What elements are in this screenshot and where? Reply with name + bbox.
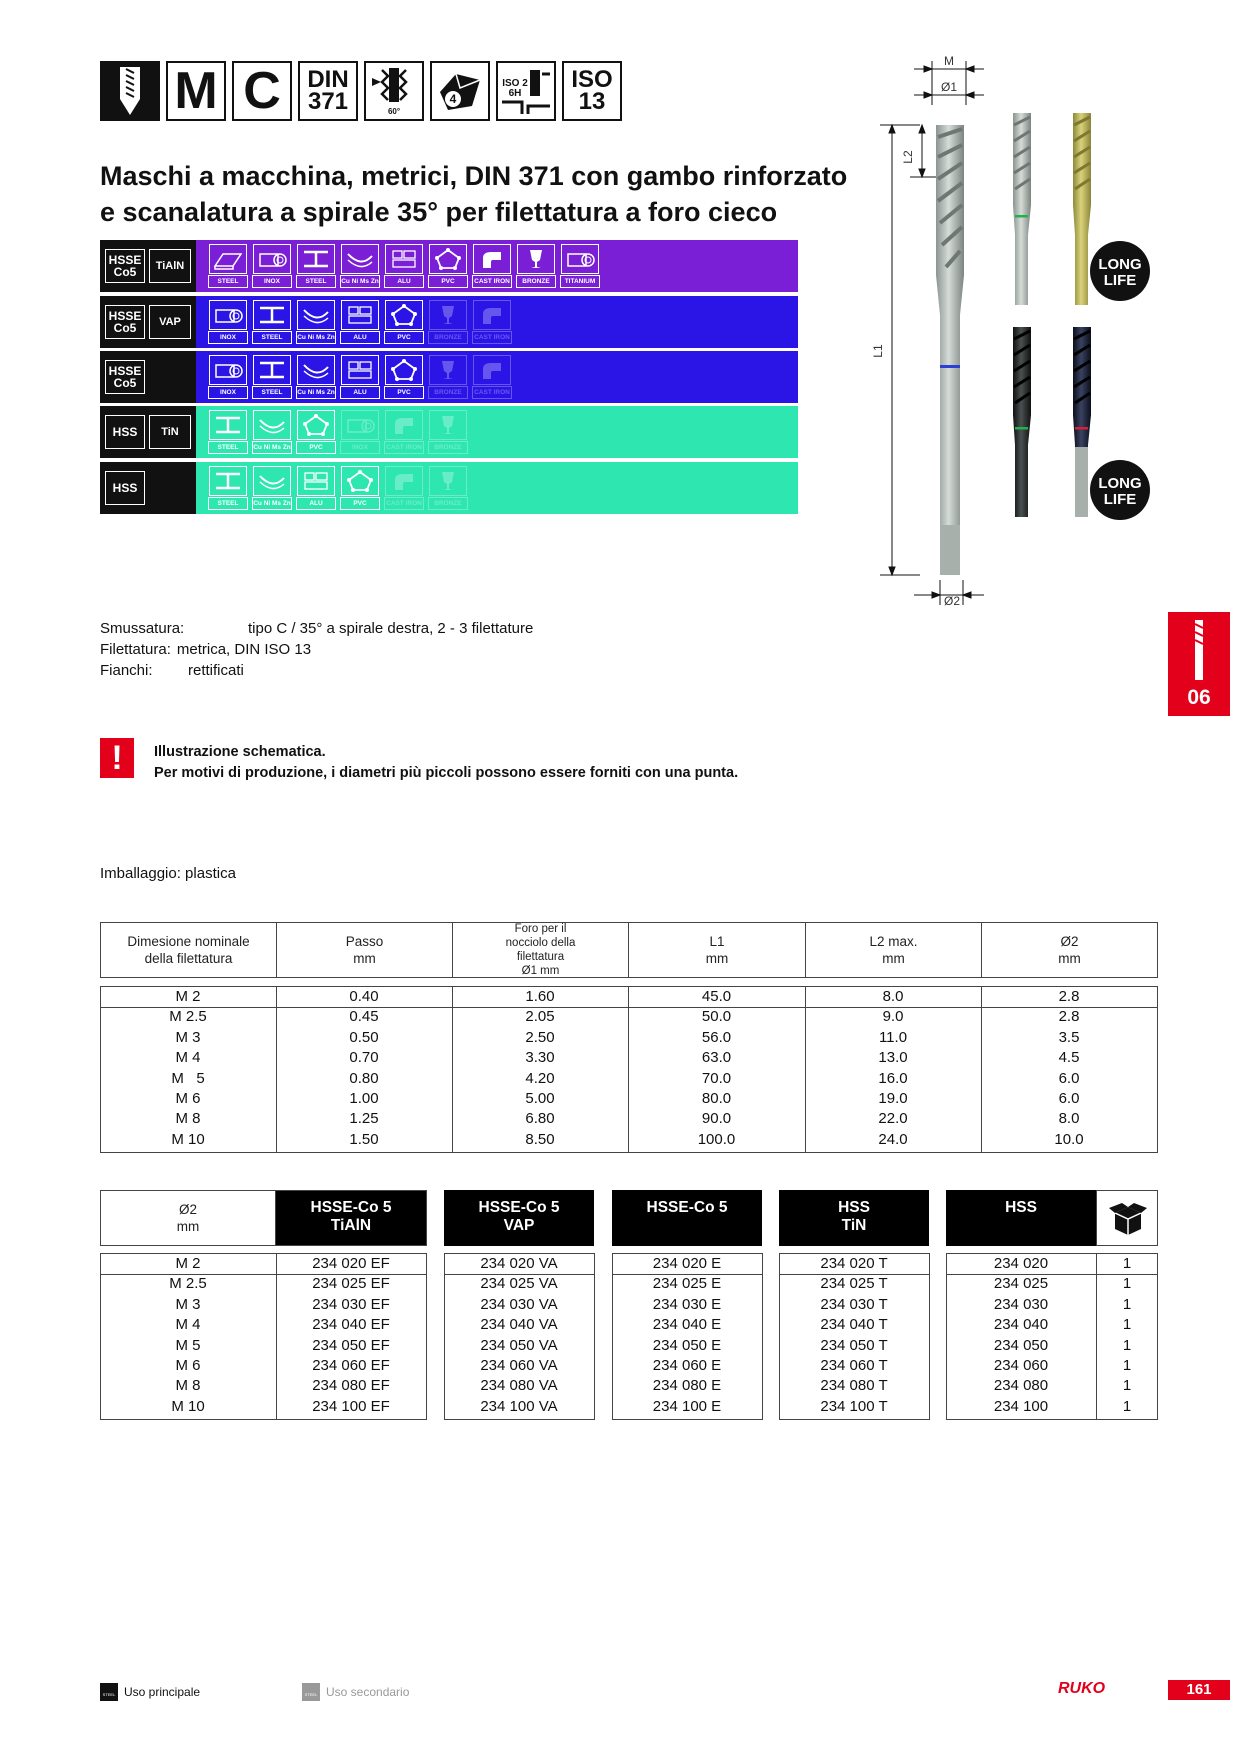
specs-block	[100, 618, 800, 681]
table1-cell: 70.0	[701, 1069, 732, 1087]
table1-cell: 45.0	[701, 988, 732, 1005]
badge-line-1: LONG	[1098, 256, 1142, 273]
material-ibeam-icon: STEEL	[208, 409, 248, 455]
table2-article-cell: 234 025	[993, 1275, 1049, 1293]
table1-cell: 9.0	[882, 1008, 904, 1026]
tolerance-label: 6H	[508, 88, 522, 99]
table2-article-cell: 234 050 E	[652, 1336, 722, 1354]
warning-icon: !	[100, 738, 134, 778]
material-pipe-icon: CAST IRON	[472, 299, 512, 345]
badge-line-2: LIFE	[1103, 272, 1137, 289]
brand-logo: RUKO	[1058, 1680, 1106, 1697]
material-ibeam-icon: STEEL	[296, 243, 336, 289]
material-icons	[208, 409, 468, 455]
table2-article-cell: 234 050 VA	[480, 1336, 558, 1354]
material-profile-icon: ALU	[340, 354, 380, 400]
footer-primary: STEEL Uso principale	[100, 1683, 200, 1701]
table1-cell: 1.60	[525, 988, 555, 1005]
table2-article-cell: 234 100 E	[652, 1397, 722, 1415]
material-cup-icon: BRONZE	[428, 299, 468, 345]
table2-article-cell: 234 030 E	[652, 1295, 722, 1313]
table2-article-cell: 234 100 T	[820, 1397, 888, 1415]
table1-header: Ø2 mm	[981, 922, 1158, 978]
table2-article-cell: 234 030 EF	[312, 1295, 390, 1313]
table1-header: Foro per il nocciolo della filettatura Ø1 mm	[452, 922, 629, 978]
class-number: 4	[449, 92, 457, 106]
material-row	[100, 240, 798, 292]
coating-box: TiN	[149, 415, 191, 449]
table2-article-cell: 234 080 EF	[312, 1377, 390, 1395]
table1-cell: M 2	[175, 988, 201, 1005]
coating-label	[100, 351, 196, 403]
tap-icon	[1188, 620, 1210, 680]
tool-material-box: HSSE Co5	[105, 360, 145, 394]
table1-cell: 4.20	[525, 1069, 555, 1087]
table2-article-cell: 234 050 EF	[312, 1336, 390, 1354]
table1-cell: 0.70	[349, 1049, 379, 1067]
coating-label	[100, 462, 196, 514]
din-standard-icon: DIN 371	[298, 61, 358, 121]
title-line-1: Maschi a macchina, metrici, DIN 371 con gambo rinforzato	[100, 161, 848, 191]
long-life-badge-2	[1090, 460, 1150, 520]
table2-article-cell: 234 025 EF	[312, 1275, 390, 1293]
tool-material-box: HSS	[105, 471, 145, 505]
tool-material-box: HSSE Co5	[105, 249, 145, 283]
table2-article-cell: 234 100 VA	[480, 1397, 558, 1415]
tap-diagram	[860, 55, 1150, 615]
table1-cell: 1.50	[349, 1130, 379, 1148]
table2-article-cell: 234 020	[993, 1255, 1049, 1272]
title-line-2: e scanalatura a spirale 35° per filettatura a foro cieco	[100, 197, 778, 227]
table1-cell: 6.80	[525, 1110, 555, 1128]
table1-cell: 0.80	[349, 1069, 379, 1087]
chapter-tab[interactable]	[1168, 612, 1230, 716]
table2-article-cell: 234 020 E	[652, 1255, 722, 1272]
material-profile-icon: ALU	[296, 465, 336, 511]
material-angle-icon: Cu Ni Ms Zn	[340, 243, 380, 289]
table2-qty-cell: 1	[1122, 1275, 1132, 1293]
table2-size-cell: M 2.5	[169, 1275, 207, 1293]
small-tap-black-green	[1013, 327, 1031, 517]
table1-cell: M 10	[171, 1130, 205, 1148]
table2-qty-cell: 1	[1122, 1397, 1132, 1415]
table2-article-cell: 234 025 E	[652, 1275, 722, 1293]
table1-cell: M 6	[175, 1090, 201, 1107]
material-pipe-icon: CAST IRON	[384, 409, 424, 455]
small-tap-blackblue-red	[1073, 327, 1091, 517]
large-tap-image	[936, 125, 964, 575]
coating-box: TiAlN	[149, 249, 191, 283]
material-angle-icon: Cu Ni Ms Zn	[252, 409, 292, 455]
material-tube-icon: INOX	[252, 243, 292, 289]
long-life-badge-1	[1090, 241, 1150, 301]
table1-cell: 3.30	[525, 1049, 555, 1067]
table2-qty-cell: 1	[1122, 1336, 1132, 1354]
table1-cell: 3.5	[1058, 1028, 1080, 1046]
table2-article-cell: 234 040 T	[820, 1316, 888, 1334]
coating-label	[100, 406, 196, 458]
table2-article-cell: 234 040 E	[652, 1316, 722, 1334]
package-icon	[1096, 1190, 1158, 1246]
material-tube-icon: TITANIUM	[560, 243, 600, 289]
table2-article-cell: 234 030 VA	[480, 1295, 558, 1313]
material-cup-icon: BRONZE	[428, 409, 468, 455]
table2-article-cell: 234 080 E	[652, 1377, 722, 1395]
cutting-class-icon	[430, 61, 490, 121]
material-cup-icon: BRONZE	[428, 465, 468, 511]
table2-article-cell: 234 100 EF	[312, 1397, 390, 1415]
table2-qty-cell: 1	[1122, 1377, 1132, 1395]
table2-article-cell: 234 060	[993, 1357, 1049, 1374]
tolerance-icon	[496, 61, 556, 121]
table1-cell: 10.0	[1054, 1130, 1084, 1148]
table1-cell: 5.00	[525, 1090, 555, 1107]
page-title	[100, 158, 880, 230]
table2-article-cell: 234 060 T	[820, 1357, 888, 1374]
table2-article-cell: 234 060 E	[652, 1357, 722, 1374]
material-penta-icon: PVC	[384, 354, 424, 400]
table1-cell: 6.0	[1058, 1090, 1080, 1107]
table2-article-cell: 234 020 EF	[312, 1255, 390, 1272]
dim-l2-label: L2	[901, 150, 915, 164]
chamfer-letter-icon: C	[232, 61, 292, 121]
material-tube-icon: INOX	[208, 354, 248, 400]
table1-cell: 2.50	[525, 1028, 555, 1046]
material-tube-icon: INOX	[208, 299, 248, 345]
coating-label	[100, 296, 196, 348]
table1-cell: 50.0	[701, 1008, 732, 1026]
material-penta-icon: PVC	[296, 409, 336, 455]
table2-article-cell: 234 050	[993, 1336, 1049, 1354]
material-row	[100, 296, 798, 348]
table2-header: HSS TiN	[779, 1190, 929, 1246]
material-icons	[208, 299, 512, 345]
page-number: 161	[1168, 1680, 1230, 1700]
table2-size-cell: M 8	[175, 1377, 201, 1395]
table1-cell: 19.0	[878, 1090, 908, 1107]
table1-cell: 8.0	[882, 988, 904, 1005]
coating-box: VAP	[149, 305, 191, 339]
table1-cell: 2.05	[525, 1008, 555, 1026]
badge-line-1: LONG	[1098, 475, 1142, 492]
coating-label	[100, 240, 196, 292]
material-penta-icon: PVC	[384, 299, 424, 345]
table2-size-cell: M 4	[175, 1316, 201, 1334]
table2-article-cell: 234 025 VA	[480, 1275, 558, 1293]
iso-standard-icon: ISO 13	[562, 61, 622, 121]
dim-l1-label: L1	[871, 344, 885, 358]
table1-cell: 13.0	[878, 1049, 908, 1067]
table2-article-cell: 234 080 VA	[480, 1377, 558, 1395]
material-angle-icon: Cu Ni Ms Zn	[296, 299, 336, 345]
table1-cell: 6.0	[1058, 1069, 1080, 1087]
table2-article-cell: 234 020 VA	[480, 1255, 558, 1272]
material-angle-icon: Cu Ni Ms Zn	[252, 465, 292, 511]
material-penta-icon: PVC	[428, 243, 468, 289]
material-icons	[208, 354, 512, 400]
table2-article-cell: 234 060 EF	[312, 1357, 390, 1374]
material-penta-icon: PVC	[340, 465, 380, 511]
table1-cell: M 3	[175, 1028, 201, 1046]
table2-header: HSSE-Co 5 TiAlN	[276, 1190, 426, 1246]
table1-header: L2 max. mm	[805, 922, 982, 978]
tool-material-box: HSS	[105, 415, 145, 449]
material-icons	[208, 243, 600, 289]
table2-header: HSSE-Co 5 VAP	[444, 1190, 594, 1246]
table2-size-cell: M 3	[175, 1295, 201, 1313]
table2-article-cell: 234 040 VA	[480, 1316, 558, 1334]
chapter-number: 06	[1187, 686, 1211, 709]
table2-size-cell: M 10	[171, 1397, 205, 1415]
small-tap-silver	[1013, 113, 1031, 305]
warning-text: Illustrazione schematica. Per motivi di produzione, i diametri più piccoli possono essere forniti con una punta.	[154, 744, 739, 781]
table1-cell: 8.0	[1058, 1110, 1080, 1128]
material-plate-icon: STEEL	[208, 243, 248, 289]
material-profile-icon: ALU	[340, 299, 380, 345]
metric-letter-icon: M	[166, 61, 226, 121]
table1-cell: 24.0	[878, 1130, 908, 1148]
material-ibeam-icon: STEEL	[208, 465, 248, 511]
table1-cell: M 2.5	[169, 1008, 207, 1026]
material-row	[100, 462, 798, 514]
table1-cell: 90.0	[701, 1110, 732, 1128]
packaging-note: Imballaggio: plastica	[100, 865, 236, 882]
table2-qty-cell: 1	[1122, 1316, 1132, 1334]
table2-header: HSSE-Co 5	[612, 1190, 762, 1246]
table1-cell: 11.0	[878, 1028, 908, 1046]
table2-size-cell: M 6	[175, 1357, 201, 1374]
dim-d2-label: Ø2	[943, 594, 961, 608]
material-pipe-icon: CAST IRON	[472, 243, 512, 289]
tool-material-box: HSSE Co5	[105, 305, 145, 339]
table1-cell: 63.0	[701, 1049, 732, 1067]
footer-secondary: STEEL Uso secondario	[302, 1683, 409, 1701]
table2-qty-cell: 1	[1122, 1357, 1132, 1374]
steel-secondary-icon: STEEL	[302, 1683, 320, 1701]
table2-article-cell: 234 040	[993, 1316, 1049, 1334]
material-angle-icon: Cu Ni Ms Zn	[296, 354, 336, 400]
table2-size-cell: M 2	[175, 1255, 201, 1272]
table1-cell: M 5	[171, 1069, 205, 1087]
material-profile-icon: ALU	[384, 243, 424, 289]
table1-header: L1 mm	[628, 922, 806, 978]
badge-line-2: LIFE	[1103, 491, 1137, 508]
table2-article-cell: 234 080 T	[820, 1377, 888, 1395]
steel-primary-icon: STEEL	[100, 1683, 118, 1701]
table1-cell: 1.25	[349, 1110, 379, 1128]
table1-cell: 100.0	[697, 1130, 736, 1148]
spec-chamfer: Smussatura: tipo C / 35° a spirale destra, 2 - 3 filettature	[100, 620, 534, 637]
table2-article-cell: 234 030	[993, 1295, 1049, 1313]
table1-cell: M 4	[175, 1049, 201, 1067]
table2-article-cell: 234 100	[993, 1397, 1049, 1415]
table1-cell: 2.8	[1058, 1008, 1080, 1026]
table2-article-cell: 234 030 T	[820, 1295, 888, 1313]
table2-article-cell: 234 025 T	[820, 1275, 888, 1293]
spec-thread: Filettatura: metrica, DIN ISO 13	[100, 641, 312, 658]
table1-cell: 4.5	[1058, 1049, 1080, 1067]
table2-header: HSS	[946, 1190, 1096, 1246]
tap-type-icon	[100, 61, 160, 121]
material-row	[100, 406, 798, 458]
table2-article-cell: 234 060 VA	[480, 1357, 558, 1374]
table1-cell: 16.0	[878, 1069, 908, 1087]
table2-size-header: Ø2 mm	[100, 1190, 276, 1246]
table2-header-frame	[100, 1190, 427, 1246]
table2-article-cell: 234 040 EF	[312, 1316, 390, 1334]
table1-cell: 0.45	[349, 1008, 379, 1026]
table1-cell: 1.00	[349, 1090, 379, 1107]
table1-cell: M 8	[175, 1110, 201, 1128]
material-cup-icon: BRONZE	[516, 243, 556, 289]
material-row	[100, 351, 798, 403]
thread-angle-icon: 60°	[364, 61, 424, 121]
table2-size-cell: M 5	[175, 1336, 201, 1354]
table2-article-cell: 234 080	[993, 1377, 1049, 1395]
table1-header: Dimesione nominale della filettatura	[100, 922, 277, 978]
table1-header: Passo mm	[276, 922, 453, 978]
table2-qty-cell: 1	[1122, 1295, 1132, 1313]
material-pipe-icon: CAST IRON	[384, 465, 424, 511]
material-icons	[208, 465, 468, 511]
material-tube-icon: INOX	[340, 409, 380, 455]
table2-article-cell: 234 020 T	[820, 1255, 888, 1272]
table1-cell: 0.50	[349, 1028, 379, 1046]
material-ibeam-icon: STEEL	[252, 354, 292, 400]
table1-cell: 8.50	[525, 1130, 555, 1148]
material-pipe-icon: CAST IRON	[472, 354, 512, 400]
table1-cell: 0.40	[349, 988, 379, 1005]
table2-qty-cell: 1	[1122, 1255, 1132, 1272]
dim-d1-label: Ø1	[940, 80, 958, 94]
spec-flanks: Fianchi: rettificati	[100, 662, 244, 679]
iso2-label: ISO 2	[502, 78, 528, 89]
table1-cell: 22.0	[878, 1110, 908, 1128]
dim-m-label: M	[944, 55, 954, 68]
table2-article-cell: 234 050 T	[820, 1336, 888, 1354]
material-cup-icon: BRONZE	[428, 354, 468, 400]
material-ibeam-icon: STEEL	[252, 299, 292, 345]
table1-cell: 80.0	[701, 1090, 732, 1107]
table1-cell: 56.0	[701, 1028, 732, 1046]
table1-cell: 2.8	[1058, 988, 1080, 1005]
